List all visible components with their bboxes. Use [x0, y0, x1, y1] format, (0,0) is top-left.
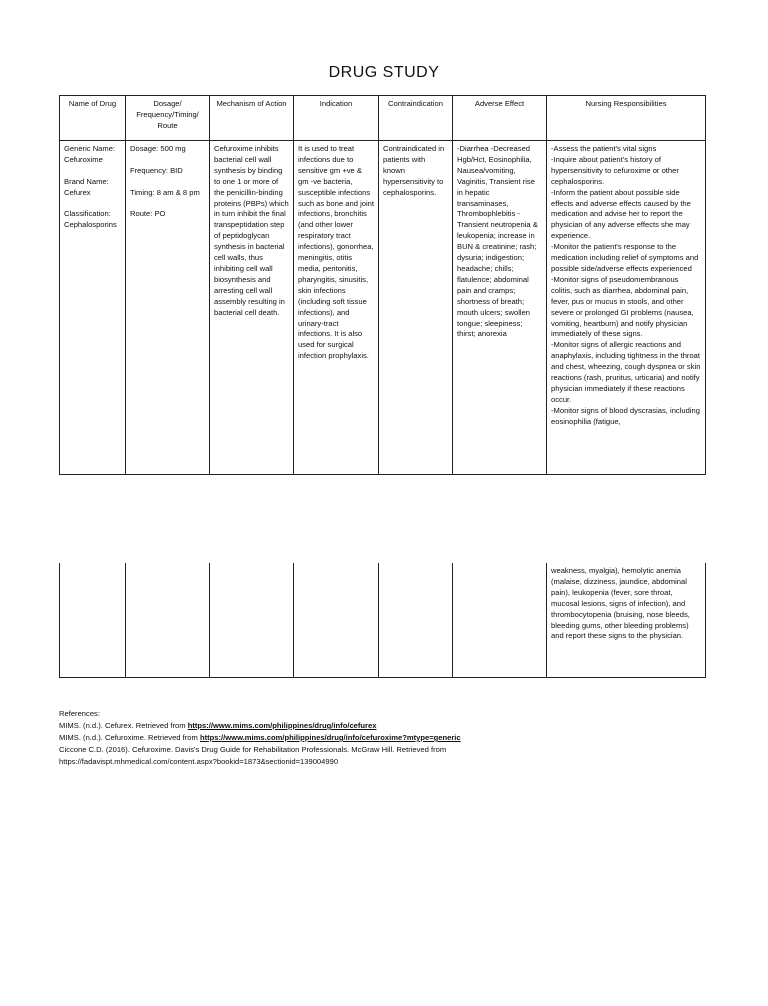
nursing-item: -Monitor signs of blood dyscrasias, including eosinophilia (fatigue,	[551, 405, 700, 426]
column-header-indication: Indication	[294, 96, 379, 141]
table-row	[60, 141, 706, 475]
nursing-item: -Inquire about patient's history of hypersensitivity to cefuroxime or other cephalosporins.	[551, 154, 679, 186]
table-header-row	[60, 96, 706, 141]
column-header-contraindication: Contraindication	[379, 96, 453, 141]
brand-name: Brand Name: Cefurex	[64, 176, 109, 197]
mechanism-cell: Cefuroxime inhibits bacterial cell wall synthesis by binding to one 1 or more of the penicillin-binding proteins (PBPs) which in turn inhibit the final transpeptidation step of peptidoglycan synthesis in bacterial cell walls, thus inhibiting cell wall biosynthesis and arresting cell wall assembly resulting in bacterial cell death.	[210, 141, 294, 475]
empty-cell	[210, 563, 294, 678]
reference-item: MIMS. (n.d.). Cefurex. Retrieved from https://www.mims.com/philippines/drug/info/cefurex	[59, 721, 377, 730]
column-header-adverse: Adverse Effect	[453, 96, 547, 141]
nursing-item: -Monitor the patient's response to the medication including relief of symptoms and possible side/adverse effects experienced	[551, 242, 699, 273]
empty-cell	[453, 563, 547, 678]
drug-name-cell	[60, 141, 126, 475]
nursing-cell	[547, 141, 706, 475]
references	[59, 708, 719, 768]
route-value: Route: PO	[130, 209, 166, 219]
table-row	[60, 563, 706, 678]
nursing-item: -Inform the patient about possible side effects and adverse effects caused by the medication and advise her to report the physician of any adverse effects she may experience.	[551, 187, 691, 241]
reference-link[interactable]: https://www.mims.com/philippines/drug/info/cefurex	[187, 721, 377, 730]
timing-value: Timing: 8 am & 8 pm	[130, 187, 200, 197]
reference-item: https://fadavispt.mhmedical.com/content.aspx?bookid=1873&sectionid=139004990	[59, 757, 339, 766]
reference-item: Ciccone C.D. (2016). Cefuroxime. Davis's Drug Guide for Rehabilitation Professionals. McGraw Hill. Retrieved from	[59, 745, 447, 754]
references-heading: References:	[59, 709, 100, 718]
reference-link[interactable]: https://www.mims.com/philippines/drug/info/cefuroxime?mtype=generic	[199, 733, 461, 742]
indication-cell: It is used to treat infections due to sensitive gm +ve & gm -ve bacteria, susceptible infections such as bone and joint infections, bronchitis (and other lower respiratory tract infections), gonorrhea, meningitis, otitis media, peritonitis, pharyngitis, sinusitis, skin infections (including soft tissue infections), and urinary-tract infections. It is also used for surgical infection prophylaxis.	[294, 141, 379, 475]
drug-study-table	[59, 95, 706, 475]
dosage-cell	[126, 141, 210, 475]
empty-cell	[126, 563, 210, 678]
column-header-name: Name of Drug	[60, 96, 126, 141]
nursing-cell-continued: weakness, myalgia), hemolytic anemia (malaise, dizziness, jaundice, abdominal pain), leukopenia (fever, sore throat, mucosal lesions, signs of infection), and thrombocytopenia (bruising, nose bleeds, bleeding gums, other bleeding problems) and report these signs to the physician.	[547, 563, 706, 678]
adverse-effect-cell: -Diarrhea -Decreased Hgb/Hct, Eosinophilia, Nausea/vomiting, Vaginitis, Transient rise in hepatic transaminases, Thrombophlebitis -Transient neutropenia & leukopenia; increase in BUN & creatinine; rash; dysuria; indigestion; headache; chills; flatulence; abdominal pain and cramps; shortness of breath; mouth ulcers; swollen tongue; sleepiness; thirst; anorexia	[453, 141, 547, 475]
column-header-nursing: Nursing Responsibilities	[547, 96, 706, 141]
empty-cell	[294, 563, 379, 678]
empty-cell	[60, 563, 126, 678]
contraindication-cell: Contraindicated in patients with known hypersensitivity to cephalosporins.	[379, 141, 453, 475]
classification: Classification: Cephalosporins	[64, 209, 117, 230]
nursing-item: -Monitor signs of pseudomembranous colitis, such as diarrhea, abdominal pain, fever, pus or mucus in stools, and other severe or prolonged GI problems (nausea, vomiting, heartburn) and notify physician immediately of these signs.	[551, 274, 694, 339]
nursing-item: -Assess the patient's vital signs	[551, 144, 657, 153]
frequency-value: Frequency: BID	[130, 165, 183, 175]
column-header-mechanism: Mechanism of Action	[210, 96, 294, 141]
nursing-item: -Monitor signs of allergic reactions and anaphylaxis, including tightness in the throat and chest, wheezing, cough dyspnea or skin reactions (rash, pruritus, urticaria) and notify physician immediately if these reactions occur.	[551, 340, 701, 404]
generic-name: Generic Name: Cefuroxime	[64, 144, 116, 164]
drug-study-table-continued	[59, 563, 706, 678]
page-title: DRUG STUDY	[328, 64, 440, 81]
reference-item: MIMS. (n.d.). Cefuroxime. Retrieved from https://www.mims.com/philippines/drug/info/cefuroxime?mtype=generic	[59, 733, 461, 742]
column-header-dosage: Dosage/ Frequency/Timing/ Route	[126, 96, 210, 141]
empty-cell	[379, 563, 453, 678]
dosage-value: Dosage: 500 mg	[130, 144, 186, 153]
